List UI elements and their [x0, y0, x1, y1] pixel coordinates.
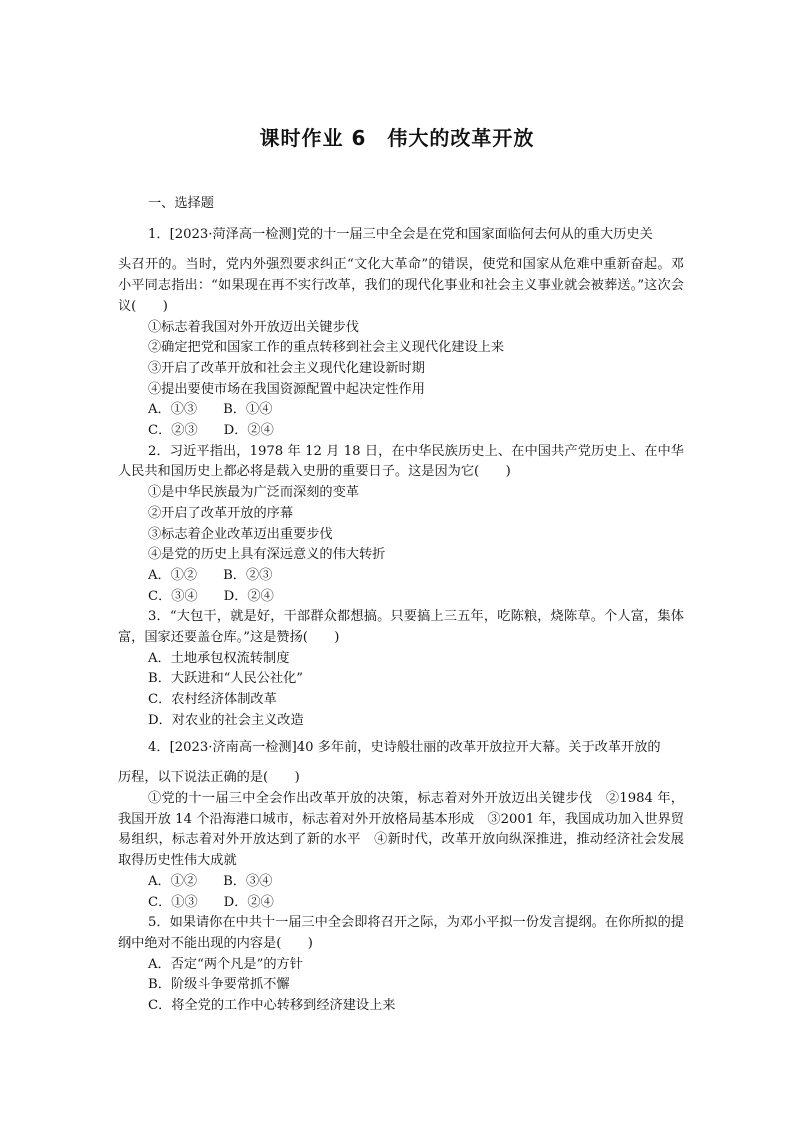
question-stem: 3．“大包干，就是好，干部群众都想搞。只要搞上三五年，吃陈粮，烧陈草。个人富，集体富，国家还要盖仓库。”这是赞扬( ) [118, 609, 684, 646]
choice-b: B．③④ [223, 873, 273, 889]
option-c: C．农村经济体制改革 [148, 692, 277, 708]
choice-b: B．②③ [223, 567, 273, 583]
option-d: D．对农业的社会主义改造 [148, 712, 304, 728]
statement-item: ④是党的历史上具有深远意义的伟大转折 [148, 547, 386, 563]
option-c: C．将全党的工作中心转移到经济建设上来 [148, 998, 396, 1014]
choice-row [118, 893, 684, 914]
choice-row [118, 566, 684, 587]
statement-item: ②确定把党和国家工作的重点转移到社会主义现代化建设上来 [148, 340, 505, 356]
choice-c: C．②③ [148, 423, 198, 439]
section-heading: 一、选择题 [148, 196, 214, 211]
choice-a: A．①② [148, 567, 198, 583]
question-5 [118, 913, 684, 1017]
option-b: B．大跃进和“人民公社化” [148, 671, 304, 687]
choice-row [118, 872, 684, 893]
statement-item: ③标志着企业改革迈出重要步伐 [148, 526, 333, 542]
question-2 [118, 442, 684, 608]
choice-c: C．③④ [148, 588, 198, 604]
choice-d: D．②④ [223, 588, 274, 604]
choice-a: A．①③ [148, 402, 198, 418]
choice-a: A．①② [148, 873, 198, 889]
question-stem: 1．[2023·菏泽高一检测]党的十一届三中全会是在党和国家面临何去何从的重大历史关 [148, 226, 653, 242]
statement-item: ②开启了改革开放的序幕 [148, 505, 294, 521]
page-title: 课时作业 6 伟大的改革开放 [259, 126, 535, 150]
question-list [118, 194, 684, 1017]
choice-c: C．①③ [148, 894, 198, 910]
question-stem-cont: 头召开的。当时，党内外强烈要求纠正“文化大革命”的错误，使党和国家从危难中重新奋起。邓小平同志指出：“如果现在再不实行改革，我们的现代化事业和社会主义事业就会被葬送。”这次会议( ) [118, 257, 684, 314]
question-stem-cont: 历程，以下说法正确的是( ) [118, 770, 300, 786]
choice-d: D．②④ [223, 423, 274, 439]
question-stem: 5．如果请你在中共十一届三中全会即将召开之际，为邓小平拟一份发言提纲。在你所拟的提纲中绝对不能出现的内容是( ) [118, 915, 684, 951]
option-b: B．阶级斗争要常抓不懈 [148, 977, 290, 993]
question-1 [118, 225, 684, 442]
choice-row [118, 421, 684, 442]
choice-row [118, 587, 684, 608]
statement-item: ①标志着我国对外开放迈出关键步伐 [148, 319, 359, 335]
option-a: A．土地承包权流转制度 [148, 650, 290, 666]
statement-item: ③开启了改革开放和社会主义现代化建设新时期 [148, 360, 425, 376]
question-stem: 4．[2023·济南高一检测]40 多年前，史诗般壮丽的改革开放拉开大幕。关于改革开放的 [148, 739, 661, 755]
statement-item: ①是中华民族最为广泛而深刻的变革 [148, 485, 359, 501]
choice-b: B．①④ [223, 402, 273, 418]
option-a: A．否定“两个凡是”的方针 [148, 956, 303, 972]
question-3 [118, 607, 684, 731]
statement-item: ④提出要使市场在我国资源配置中起决定性作用 [148, 381, 425, 397]
question-stem: 2．习近平指出，1978 年 12 月 18 日，在中华民族历史上、在中国共产党历史上、在中华人民共和国历史上都必将是载入史册的重要日子。这是因为它( ) [118, 443, 684, 480]
choice-row [118, 400, 684, 421]
question-4 [118, 738, 684, 914]
statement-paragraph: ①党的十一届三中全会作出改革开放的决策，标志着对外开放迈出关键步伐 ②1984 年，我国开放 14 个沿海港口城市，标志着对外开放格局基本形成 ③2001 年，我国成功加入世界贸易组织，标志着对外开放达到了新的水平 ④新时代，改革开放向纵深推进，推动经济社会发展取得历史性伟大成就 [118, 790, 684, 869]
choice-d: D．②④ [223, 894, 274, 910]
